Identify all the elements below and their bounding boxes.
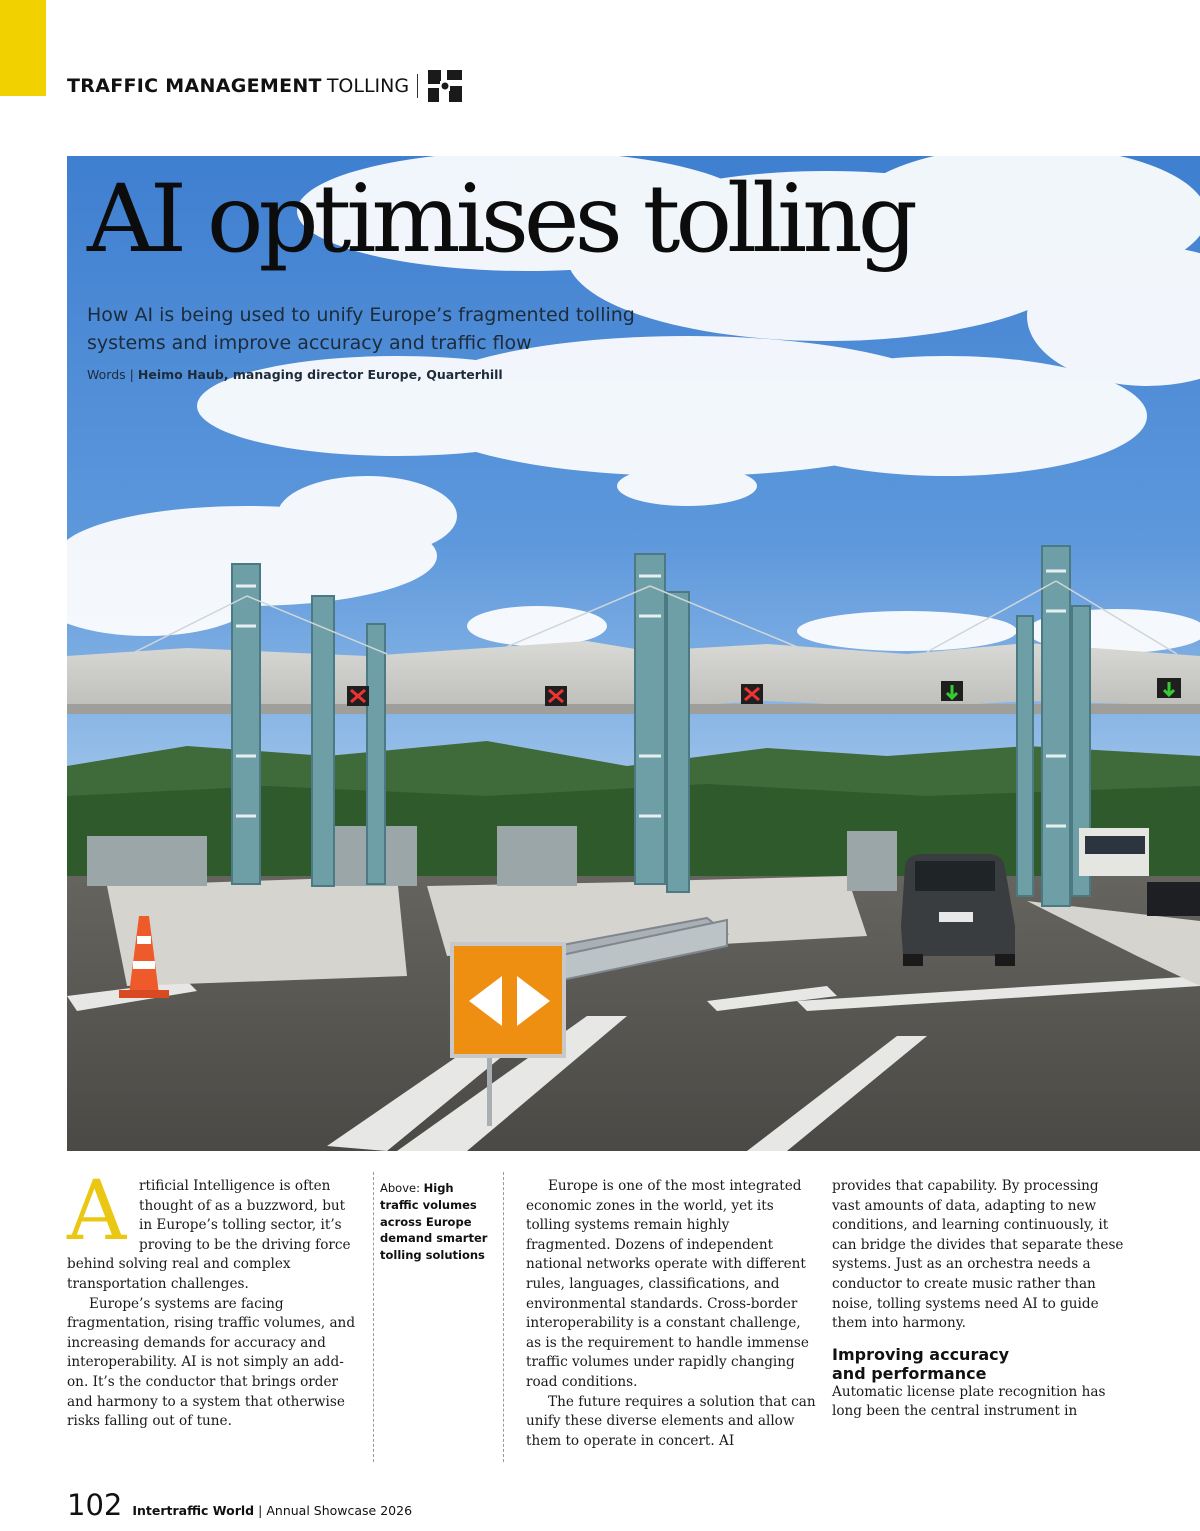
traffic-network-icon: [425, 69, 465, 103]
section-divider: [417, 74, 418, 98]
headline: AI optimises tolling: [87, 165, 913, 274]
byline-label: Words: [87, 367, 126, 382]
body-paragraph: rtificial Intelligence is often thought of as a buzzword, but in Europe’s tolling sector, it’s proving to be the driving force behind solving real and complex transportation challenges.: [67, 1178, 351, 1292]
body-paragraph: Europe’s systems are facing fragmentation, rising traffic volumes, and increasing demands for accuracy and interoperability. AI is not simply an add-on. It’s the conductor that brings order and harmony to a system that otherwise risks falling out of tune.: [67, 1295, 356, 1430]
page-number: 102: [67, 1488, 123, 1522]
column-divider: [503, 1172, 504, 1462]
issue-name: Annual Showcase 2026: [266, 1503, 413, 1518]
subheading: [832, 1345, 1127, 1383]
body-paragraph: The future requires a solution that can unify these diverse elements and allow them to operate in concert. AI: [526, 1393, 816, 1449]
photo-caption: [380, 1180, 495, 1264]
section-subtitle: TOLLING: [326, 75, 410, 97]
byline-separator: |: [129, 367, 134, 382]
standfirst: How AI is being used to unify Europe’s fragmented tolling systems and improve accuracy and traffic flow: [87, 304, 635, 354]
page-footer: [67, 1488, 412, 1528]
magazine-name: Intertraffic World: [132, 1503, 255, 1518]
body-paragraph: Europe is one of the most integrated economic zones in the world, yet its tolling systems remain highly fragmented. Dozens of independent national networks operate with different rules, languages, classifications, and environmental standards. Cross-border interoperability is a constant challenge, as is the requirement to handle immense traffic volumes under rapidly changing road conditions.: [526, 1178, 809, 1390]
body-paragraph: Automatic license plate recognition has long been the central instrument in: [832, 1383, 1106, 1420]
caption-text: High traffic volumes across Europe demand smarter tolling solutions: [380, 1181, 488, 1263]
body-column-3: [526, 1177, 818, 1451]
section-header: [67, 72, 465, 100]
byline: [87, 367, 503, 382]
byline-author: Heimo Haub, managing director Europe, Quarterhill: [137, 367, 503, 382]
footer-separator: |: [258, 1503, 263, 1518]
body-paragraph: provides that capability. By processing vast amounts of data, adapting to new conditions, and learning continuously, it can bridge the divides that separate these systems. Just as an orchestra needs a conductor to create music rather than noise, tolling systems need AI to guide them into harmony.: [832, 1178, 1124, 1332]
hero-image: [67, 156, 1200, 1151]
subheading-line: and performance: [832, 1363, 987, 1383]
column-divider: [373, 1172, 374, 1462]
subheading-line: Improving accuracy: [832, 1344, 1010, 1364]
caption-label: Above:: [380, 1181, 420, 1195]
section-title: TRAFFIC MANAGEMENT: [67, 75, 322, 97]
section-color-tab: [0, 0, 46, 96]
body-column-4: [832, 1177, 1127, 1422]
drop-cap: A: [67, 1164, 127, 1259]
body-column-1: [67, 1164, 357, 1432]
